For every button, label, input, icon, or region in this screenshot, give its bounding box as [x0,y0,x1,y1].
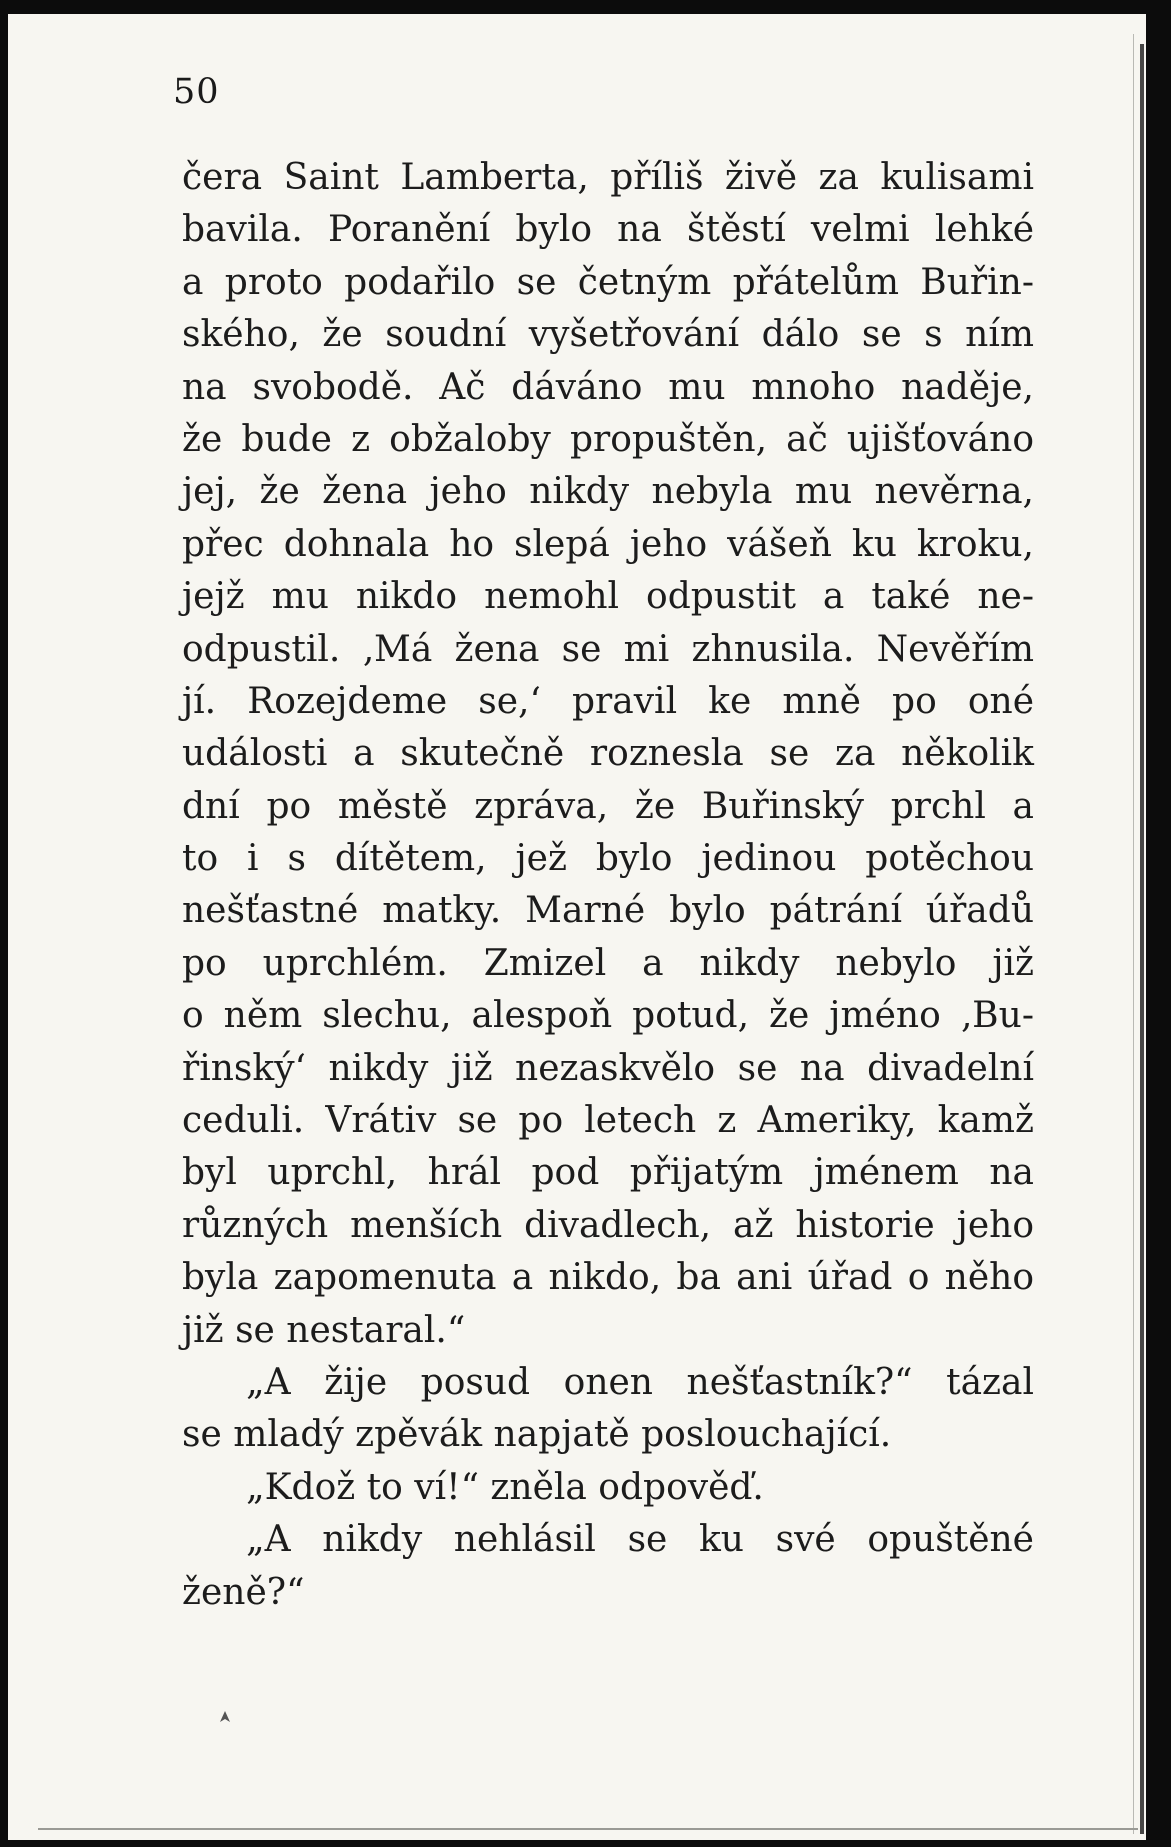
page-edge-shadow [1140,44,1144,1834]
text-line: na svobodě. Ač dáváno mu mnoho naděje, [182,366,1034,408]
text-line: různých menších divadlech, až historie jeho [182,1204,1034,1246]
text-line: ženě?“ [182,1571,305,1613]
text-line: „A nikdy nehlásil se ku své opuštěné [246,1519,1034,1561]
text-line: odpustil. ‚Má žena se mi zhnusila. Nevěřím [182,628,1034,670]
text-line: nešťastné matky. Marné bylo pátrání úřadů [182,890,1034,932]
text-line: byl uprchl, hrál pod přijatým jménem na [182,1152,1034,1194]
page-number: 50 [173,72,220,112]
text-line: události a skutečně roznesla se za několik [182,733,1034,775]
text-line: jej, že žena jeho nikdy nebyla mu nevěrna, [182,471,1034,513]
text-line: „A žije posud onen nešťastník?“ tázal [246,1361,1034,1403]
book-page [8,14,1146,1840]
text-line: se mladý zpěvák napjatě poslouchající. [182,1414,892,1456]
text-line: bavila. Poranění bylo na štěstí velmi lehké [182,209,1034,251]
text-line: přec dohnala ho slepá jeho vášeň ku kroku, [182,523,1034,565]
text-line: dní po městě zpráva, že Buřinský prchl a [182,785,1034,827]
text-line: ceduli. Vrátiv se po letech z Ameriky, kamž [182,1100,1034,1142]
text-line: to i s dítětem, jež bylo jedinou potěchou [182,838,1034,880]
page-bottom-edge [38,1828,1138,1830]
text-line: jí. Rozejdeme se,‘ pravil ke mně po oné [182,680,1034,722]
text-line: o něm slechu, alespoň potud, že jméno ‚Bu- [182,995,1034,1037]
page-edge-line [1133,34,1134,1834]
text-line: a proto podařilo se četným přátelům Buřin- [182,261,1034,303]
text-line: byla zapomenuta a nikdo, ba ani úřad o něho [182,1257,1034,1299]
body-text [182,152,1034,1619]
text-line: „Kdož to ví!“ zněla odpověď. [246,1466,764,1508]
text-line: po uprchlém. Zmizel a nikdy nebylo již [182,942,1034,984]
text-line: řinský‘ nikdy již nezaskvělo se na divadelní [182,1047,1034,1089]
text-line: jejž mu nikdo nemohl odpustit a také ne- [182,576,1034,618]
text-line: že bude z obžaloby propuštěn, ač ujišťováno [182,418,1034,460]
text-line: ského, že soudní vyšetřování dálo se s ním [182,314,1034,356]
printer-mark-icon [218,1710,232,1726]
text-line: již se nestaral.“ [182,1309,466,1351]
text-line: čera Saint Lamberta, příliš živě za kulisami [182,157,1034,198]
